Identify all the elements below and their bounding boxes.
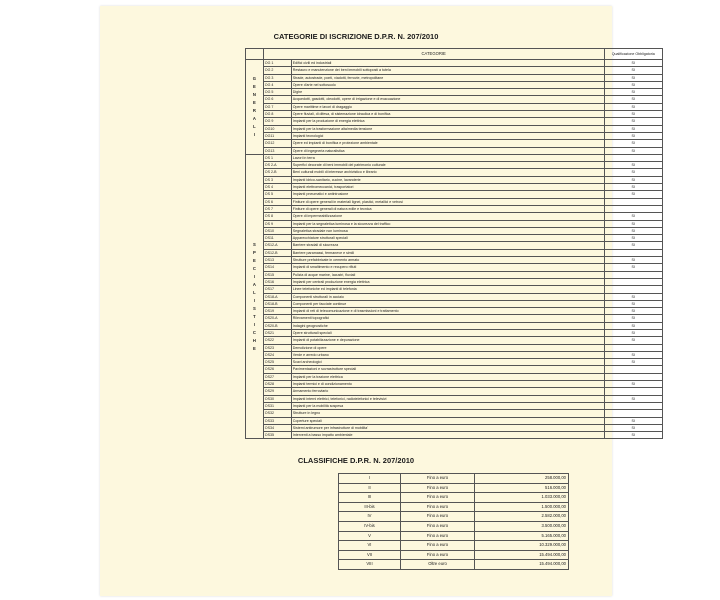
classifica-class: III-bis	[339, 502, 401, 512]
qualificazione-value: SI	[604, 213, 663, 220]
qualificazione-value: SI	[604, 315, 663, 322]
categoria-row	[246, 432, 663, 439]
categoria-code: OS22	[263, 337, 291, 344]
classifica-row	[339, 502, 569, 512]
qualificazione-value: SI	[604, 184, 663, 191]
categoria-row	[246, 381, 663, 388]
classifica-label: Fino a euro	[401, 521, 475, 531]
classifica-label: Fino a euro	[401, 541, 475, 551]
categoria-row	[246, 366, 663, 373]
categoria-row	[246, 300, 663, 307]
qualificazione-value: SI	[604, 227, 663, 234]
categoria-row	[246, 242, 663, 249]
classifica-row	[339, 541, 569, 551]
categoria-code: OS12-A	[263, 242, 291, 249]
qualificazione-value: SI	[604, 89, 663, 96]
categoria-row	[246, 286, 663, 293]
categoria-row	[246, 205, 663, 212]
categoria-code: OG 1	[263, 60, 291, 67]
classifica-amount: 1.033.000,00	[475, 493, 569, 503]
categoria-row	[246, 388, 663, 395]
categoria-description: Strade, autostrade, ponti, viadotti, ferrovie, metropolitane	[291, 74, 604, 81]
qualificazione-value: SI	[604, 67, 663, 74]
categoria-code: OS27	[263, 373, 291, 380]
categoria-description: Impianti termici e di condizionamento	[291, 381, 604, 388]
categoria-description: Opere ed impianti di bonifica e protezione ambientale	[291, 140, 604, 147]
categoria-code: OS30	[263, 395, 291, 402]
qualificazione-value: SI	[604, 359, 663, 366]
classifica-class: I	[339, 474, 401, 484]
categoria-description: Impianti di smaltimento e recupero rifiuti	[291, 264, 604, 271]
classifica-row	[339, 493, 569, 503]
classifica-amount: 5.165.000,00	[475, 531, 569, 541]
categoria-row	[246, 402, 663, 409]
categoria-description: Pulizia di acque marine, lacustri, fluviali	[291, 271, 604, 278]
categoria-description: Opere di ingegneria naturalistica	[291, 147, 604, 154]
categoria-row	[246, 176, 663, 183]
qualificazione-value: SI	[604, 329, 663, 336]
classifica-label: Fino a euro	[401, 493, 475, 503]
qualificazione-value	[604, 402, 663, 409]
qualificazione-value: SI	[604, 381, 663, 388]
classifica-class: VII	[339, 550, 401, 560]
qualificazione-value: SI	[604, 351, 663, 358]
categorie-header-row	[246, 49, 663, 60]
categoria-code: OS16	[263, 278, 291, 285]
categoria-description: Impianti per la trazione elettrica	[291, 373, 604, 380]
categoria-description: Impianti elettromeccanici, trasportatori	[291, 184, 604, 191]
categoria-row	[246, 257, 663, 264]
classifica-label: Fino a euro	[401, 474, 475, 484]
classifica-label: Oltre euro	[401, 560, 475, 570]
categoria-row	[246, 264, 663, 271]
categoria-row	[246, 351, 663, 358]
categoria-code: OG 6	[263, 96, 291, 103]
categoria-code: OG 3	[263, 74, 291, 81]
qualificazione-value: SI	[604, 220, 663, 227]
categoria-code: OG 8	[263, 111, 291, 118]
categoria-description: Coperture speciali	[291, 417, 604, 424]
categoria-description: Rilevamenti topografici	[291, 315, 604, 322]
classifica-amount: 15.494.000,00	[475, 560, 569, 570]
qualificazione-value: SI	[604, 176, 663, 183]
categoria-code: OS26	[263, 366, 291, 373]
classifica-amount: 516.000,00	[475, 483, 569, 493]
categoria-code: OS 3	[263, 176, 291, 183]
qualificazione-value: SI	[604, 337, 663, 344]
categoria-description: Pavimentazioni e sovrastrutture speciali	[291, 366, 604, 373]
qualificazione-value: SI	[604, 322, 663, 329]
qualificazione-value	[604, 366, 663, 373]
categoria-description: Impianti per centrali produzione energia elettrica	[291, 278, 604, 285]
qualificazione-value: SI	[604, 81, 663, 88]
categoria-row	[246, 308, 663, 315]
categoria-code: OS18-B	[263, 300, 291, 307]
categoria-row	[246, 118, 663, 125]
classifica-row	[339, 483, 569, 493]
categoria-row	[246, 154, 663, 161]
categoria-row	[246, 132, 663, 139]
qualificazione-value: SI	[604, 103, 663, 110]
classifica-class: VI	[339, 541, 401, 551]
qualificazione-value: SI	[604, 395, 663, 402]
classifiche-title: CLASSIFICHE D.P.R. N. 207/2010	[297, 456, 415, 465]
categoria-row	[246, 293, 663, 300]
qualificazione-value: SI	[604, 60, 663, 67]
categoria-description: Sistemi antirumore per infrastrutture di mobilita'	[291, 424, 604, 431]
categoria-code: OG 7	[263, 103, 291, 110]
categoria-code: OS17	[263, 286, 291, 293]
categoria-code: OS32	[263, 410, 291, 417]
categoria-code: OS12-B	[263, 249, 291, 256]
categoria-row	[246, 125, 663, 132]
classifica-row	[339, 550, 569, 560]
categoria-description: Impianti idrico-sanitario, cucine, lavanderie	[291, 176, 604, 183]
categoria-description: Opere di impermeabilizzazione	[291, 213, 604, 220]
categoria-description: Indagini geognostiche	[291, 322, 604, 329]
categoria-code: OS20-A	[263, 315, 291, 322]
categoria-row	[246, 96, 663, 103]
qualificazione-value	[604, 286, 663, 293]
qualificazione-value	[604, 154, 663, 161]
categoria-description: Impianti tecnologici	[291, 132, 604, 139]
categoria-description: Lavori in terra	[291, 154, 604, 161]
qualificazione-value	[604, 373, 663, 380]
classifica-class: II	[339, 483, 401, 493]
categoria-code: OS 5	[263, 191, 291, 198]
categoria-code: OS 8	[263, 213, 291, 220]
categoria-code: OS34	[263, 424, 291, 431]
categoria-description: Barriere stradali di sicurezza	[291, 242, 604, 249]
qualificazione-value: SI	[604, 169, 663, 176]
categoria-code: OS 7	[263, 205, 291, 212]
classifica-class: IV	[339, 512, 401, 522]
categoria-code: OS 6	[263, 198, 291, 205]
categoria-code: OS33	[263, 417, 291, 424]
classifica-row	[339, 521, 569, 531]
categoria-description: Componenti strutturali in acciaio	[291, 293, 604, 300]
categoria-code: OG 9	[263, 118, 291, 125]
categoria-code: OS21	[263, 329, 291, 336]
document-page	[100, 6, 655, 596]
classifica-amount: 258.000,00	[475, 474, 569, 484]
categoria-code: OS 9	[263, 220, 291, 227]
categoria-code: OG11	[263, 132, 291, 139]
qualificazione-value: SI	[604, 191, 663, 198]
categoria-row	[246, 417, 663, 424]
categoria-code: OS31	[263, 402, 291, 409]
categoria-code: OS29	[263, 388, 291, 395]
categoria-description: Strutture in legno	[291, 410, 604, 417]
classifica-amount: 1.500.000,00	[475, 502, 569, 512]
categoria-code: OS25	[263, 359, 291, 366]
categoria-description: Segnaletica stradale non luminosa	[291, 227, 604, 234]
classifica-label: Fino a euro	[401, 502, 475, 512]
categoria-code: OS 1	[263, 154, 291, 161]
qualificazione-value	[604, 198, 663, 205]
classifiche-table	[338, 473, 569, 570]
qualificazione-value: SI	[604, 293, 663, 300]
categoria-code: OS19	[263, 308, 291, 315]
qualificazione-value: SI	[604, 257, 663, 264]
categoria-row	[246, 344, 663, 351]
categoria-code: OS20-B	[263, 322, 291, 329]
classifica-amount: 10.329.000,00	[475, 541, 569, 551]
classifica-class: VIII	[339, 560, 401, 570]
categoria-description: Impianti per la trasformazione alta/media tensione	[291, 125, 604, 132]
categoria-row	[246, 329, 663, 336]
categoria-row	[246, 169, 663, 176]
classifica-class: V	[339, 531, 401, 541]
classifica-amount: 2.582.000,00	[475, 512, 569, 522]
qualificazione-value: SI	[604, 417, 663, 424]
qualificazione-value: SI	[604, 111, 663, 118]
qualificazione-value	[604, 278, 663, 285]
categoria-description: Interventi a basso impatto ambientale	[291, 432, 604, 439]
categoria-row	[246, 395, 663, 402]
categoria-description: Scavi archeologici	[291, 359, 604, 366]
group-generali: G E N E R A L I	[246, 60, 264, 155]
categoria-description: Apparecchiature strutturali speciali	[291, 235, 604, 242]
classifica-amount: 15.494.000,00	[475, 550, 569, 560]
categoria-code: OS28	[263, 381, 291, 388]
categoria-row	[246, 191, 663, 198]
categoria-code: OG12	[263, 140, 291, 147]
categoria-row	[246, 67, 663, 74]
header-qualificazione: Qualificazione Obbligatoria	[604, 49, 663, 60]
categoria-code: OS24	[263, 351, 291, 358]
qualificazione-value: SI	[604, 308, 663, 315]
categoria-description: Impianti di reti di telecomunicazione e di trasmissioni e trattamento	[291, 308, 604, 315]
qualificazione-value: SI	[604, 140, 663, 147]
categoria-description: Opere fluviali, di difesa, di sistemazione idraulica e di bonifica	[291, 111, 604, 118]
categoria-row	[246, 74, 663, 81]
qualificazione-value: SI	[604, 264, 663, 271]
categoria-code: OS10	[263, 227, 291, 234]
classifica-row	[339, 512, 569, 522]
categoria-row	[246, 359, 663, 366]
classifica-amount: 3.500.000,00	[475, 521, 569, 531]
qualificazione-value: SI	[604, 96, 663, 103]
categoria-code: OG 5	[263, 89, 291, 96]
categoria-description: Impianti per la produzione di energia elettrica	[291, 118, 604, 125]
categoria-code: OS11	[263, 235, 291, 242]
categoria-code: OS 4	[263, 184, 291, 191]
categoria-code: OS23	[263, 344, 291, 351]
categoria-description: Acquedotti, gasdotti, oleodotti, opere di irrigazione e di evacuazione	[291, 96, 604, 103]
categoria-row	[246, 140, 663, 147]
categoria-code: OG10	[263, 125, 291, 132]
categoria-row	[246, 198, 663, 205]
classifica-label: Fino a euro	[401, 512, 475, 522]
categoria-description: Strutture prefabbricate in cemento armato	[291, 257, 604, 264]
classifica-row	[339, 560, 569, 570]
qualificazione-value: SI	[604, 424, 663, 431]
categoria-code: OS13	[263, 257, 291, 264]
qualificazione-value: SI	[604, 132, 663, 139]
header-categorie: CATEGORIE	[263, 49, 604, 60]
qualificazione-value	[604, 249, 663, 256]
categoria-code: OS15	[263, 271, 291, 278]
classifica-label: Fino a euro	[401, 550, 475, 560]
categoria-row	[246, 147, 663, 154]
categoria-row	[246, 315, 663, 322]
categoria-row	[246, 410, 663, 417]
qualificazione-value	[604, 205, 663, 212]
categoria-row	[246, 89, 663, 96]
categoria-description: Edifici civili ed industriali	[291, 60, 604, 67]
categoria-row	[246, 162, 663, 169]
categoria-row	[246, 235, 663, 242]
categoria-code: OG13	[263, 147, 291, 154]
categoria-row	[246, 103, 663, 110]
categoria-code: OS 2-B	[263, 169, 291, 176]
qualificazione-value: SI	[604, 118, 663, 125]
qualificazione-value	[604, 344, 663, 351]
qualificazione-value: SI	[604, 432, 663, 439]
categoria-description: Impianti per la mobilità sospesa	[291, 402, 604, 409]
categoria-description: Dighe	[291, 89, 604, 96]
categoria-row	[246, 227, 663, 234]
classifica-class: IV-bis	[339, 521, 401, 531]
categoria-description: Restauro e manutenzione dei beni immobili sottoposti a tutela	[291, 67, 604, 74]
classifica-row	[339, 531, 569, 541]
categoria-description: Verde e arredo urbano	[291, 351, 604, 358]
categoria-description: Opere d'arte nel sottosuolo	[291, 81, 604, 88]
qualificazione-value: SI	[604, 235, 663, 242]
categoria-description: Impianti pneumatici e antintrusione	[291, 191, 604, 198]
categoria-row	[246, 424, 663, 431]
categoria-row	[246, 278, 663, 285]
qualificazione-value: SI	[604, 74, 663, 81]
qualificazione-value: SI	[604, 242, 663, 249]
classifica-label: Fino a euro	[401, 531, 475, 541]
group-specialistiche: S P E C I A L I S T I C H E	[246, 154, 264, 439]
categoria-code: OG 4	[263, 81, 291, 88]
categoria-row	[246, 220, 663, 227]
categorie-table	[245, 48, 663, 439]
categoria-description: Demolizione di opere	[291, 344, 604, 351]
categoria-description: Componenti per facciate continue	[291, 300, 604, 307]
categoria-description: Armamento ferroviario	[291, 388, 604, 395]
categoria-code: OG 2	[263, 67, 291, 74]
categoria-description: Finiture di opere generali di natura edile e tecnica	[291, 205, 604, 212]
categoria-description: Impianti interni elettrici, telefonici, radiotelefonici e televisivi	[291, 395, 604, 402]
categoria-row	[246, 249, 663, 256]
categoria-description: Superfici decorate di beni immobili del patrimonio culturale	[291, 162, 604, 169]
qualificazione-value: SI	[604, 147, 663, 154]
categoria-row	[246, 271, 663, 278]
categoria-description: Beni culturali mobili di interesse archivistico e librario	[291, 169, 604, 176]
classifica-row	[339, 474, 569, 484]
categoria-row	[246, 60, 663, 67]
categoria-description: Opere marittime e lavori di dragaggio	[291, 103, 604, 110]
categoria-description: Impianti di potabilizzazione e depurazione	[291, 337, 604, 344]
qualificazione-value	[604, 410, 663, 417]
qualificazione-value	[604, 271, 663, 278]
categoria-code: OS35	[263, 432, 291, 439]
categoria-code: OS 2-A	[263, 162, 291, 169]
categoria-description: Finiture di opere generali in materiali lignei, plastici, metallici e vetrosi	[291, 198, 604, 205]
categoria-code: OS14	[263, 264, 291, 271]
categorie-title: CATEGORIE DI ISCRIZIONE D.P.R. N. 207/2010	[273, 32, 439, 41]
categoria-code: OS18-A	[263, 293, 291, 300]
categoria-description: Impianti per la segnaletica luminosa e la sicurezza del traffico	[291, 220, 604, 227]
classifica-label: Fino a euro	[401, 483, 475, 493]
categoria-row	[246, 322, 663, 329]
categoria-description: Linee telefoniche ed impianti di telefonia	[291, 286, 604, 293]
categoria-row	[246, 81, 663, 88]
qualificazione-value: SI	[604, 162, 663, 169]
categoria-description: Barriere paramassi, fermaneve e simili	[291, 249, 604, 256]
categoria-row	[246, 337, 663, 344]
qualificazione-value	[604, 388, 663, 395]
categoria-row	[246, 111, 663, 118]
qualificazione-value: SI	[604, 125, 663, 132]
categoria-row	[246, 184, 663, 191]
categoria-row	[246, 373, 663, 380]
categoria-description: Opere strutturali speciali	[291, 329, 604, 336]
qualificazione-value: SI	[604, 300, 663, 307]
classifica-class: III	[339, 493, 401, 503]
categoria-row	[246, 213, 663, 220]
